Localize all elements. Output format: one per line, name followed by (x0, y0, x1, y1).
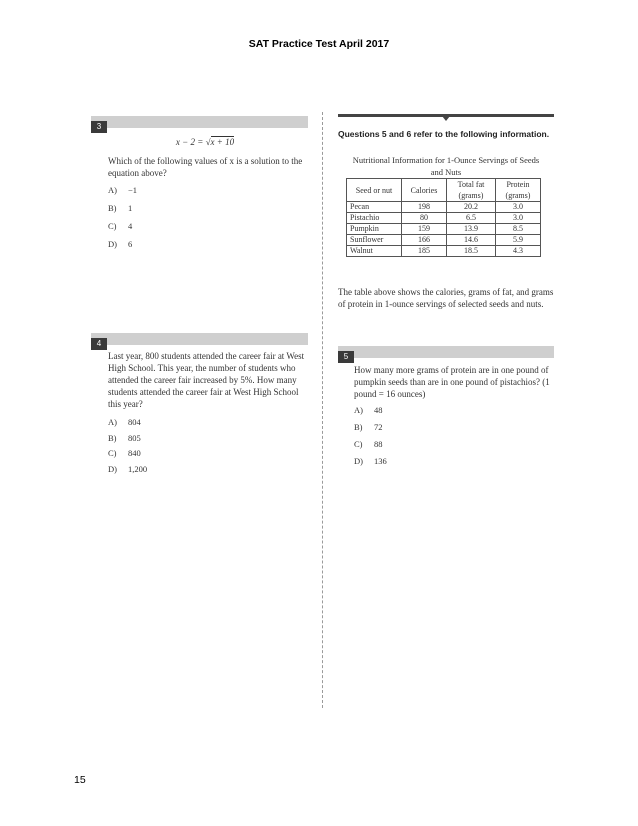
choice-letter: C) (354, 439, 363, 449)
choice-item[interactable] (108, 432, 147, 444)
table-row (347, 246, 541, 257)
choice-item[interactable] (108, 447, 147, 459)
choice-item[interactable] (108, 416, 147, 428)
table-cell: 5.9 (496, 235, 541, 246)
question-4-number: 4 (91, 338, 107, 350)
choice-letter: B) (108, 203, 117, 213)
table-cell: 198 (402, 202, 447, 213)
table-header: Seed or nut (347, 179, 402, 202)
question-4-choices (108, 416, 147, 475)
triangle-marker-icon (442, 116, 450, 121)
choice-letter: D) (108, 239, 117, 249)
table-cell: 80 (402, 213, 447, 224)
table-cell: 4.3 (496, 246, 541, 257)
table-cell: 20.2 (447, 202, 496, 213)
table-cell: 14.6 (447, 235, 496, 246)
equation-radicand: x + 10 (210, 137, 235, 147)
question-5-choices (354, 404, 387, 467)
question-3-bar (91, 116, 308, 131)
question-3-choices (108, 184, 137, 250)
nutrition-table (346, 178, 541, 257)
choice-item[interactable] (108, 184, 137, 196)
choice-letter: B) (108, 432, 117, 443)
choice-text: 72 (374, 422, 383, 432)
table-caption: The table above shows the calories, grams of fat, and grams of protein in 1-ounce servings of selected seeds and nuts. (338, 287, 554, 309)
table-cell: 185 (402, 246, 447, 257)
choice-text: 1 (128, 203, 133, 213)
question-3-number: 3 (91, 121, 107, 133)
table-cell: Pumpkin (347, 224, 402, 235)
question-5-number: 5 (338, 351, 354, 363)
table-cell: 166 (402, 235, 447, 246)
column-divider (322, 112, 323, 708)
table-row (347, 213, 541, 224)
choice-item[interactable] (354, 438, 387, 450)
choice-item[interactable] (354, 455, 387, 467)
sqrt-symbol: √ (205, 137, 211, 147)
question-5-prompt: How many more grams of protein are in one pound of pumpkin seeds than are in one pound of pistachios? (1 pound = 16 ounces) (354, 365, 550, 399)
choice-item[interactable] (108, 238, 137, 250)
choice-letter: A) (108, 185, 117, 195)
choice-text: 136 (374, 456, 387, 466)
table-title: Nutritional Information for 1-Ounce Servings of Seeds and Nuts (352, 155, 540, 177)
choice-text: −1 (128, 185, 138, 195)
questions-intro: Questions 5 and 6 refer to the following information. (338, 129, 550, 139)
table-cell: 18.5 (447, 246, 496, 257)
choice-letter: A) (108, 417, 117, 427)
table-cell: 8.5 (496, 224, 541, 235)
question-3-equation (150, 137, 260, 147)
question-5-bar (338, 346, 554, 361)
choice-item[interactable] (108, 220, 137, 232)
table-row (347, 235, 541, 246)
choice-text: 4 (128, 221, 133, 231)
choice-text: 804 (128, 417, 141, 427)
question-4-prompt: Last year, 800 students attended the career fair at West High School. This year, the number of students who attended the career fair increased by 5%. How many students attended the career fair at West High School this year? (108, 351, 305, 409)
table-cell: Sunflower (347, 235, 402, 246)
table-cell: 3.0 (496, 213, 541, 224)
choice-letter: A) (354, 405, 363, 415)
question-4-bar (91, 333, 308, 348)
table-cell: 6.5 (447, 213, 496, 224)
table-header: Calories (402, 179, 447, 202)
table-cell: 3.0 (496, 202, 541, 213)
choice-item[interactable] (354, 404, 387, 416)
table-cell: 13.9 (447, 224, 496, 235)
choice-item[interactable] (108, 202, 137, 214)
choice-text: 805 (128, 432, 141, 443)
choice-text: 840 (128, 448, 141, 458)
page-number: 15 (74, 774, 86, 786)
table-header-row (347, 179, 541, 202)
choice-letter: C) (108, 221, 117, 231)
table-header: Total fat (grams) (447, 179, 496, 202)
table-row (347, 224, 541, 235)
choice-letter: C) (108, 448, 117, 458)
choice-item[interactable] (108, 463, 147, 475)
nutrition-table-wrap (346, 178, 541, 257)
choice-letter: D) (108, 463, 117, 474)
table-row (347, 202, 541, 213)
choice-item[interactable] (354, 421, 387, 433)
choice-letter: B) (354, 422, 363, 432)
choice-text: 88 (374, 439, 383, 449)
choice-letter: D) (354, 456, 363, 466)
table-cell: Pistachio (347, 213, 402, 224)
question-3-prompt: Which of the following values of x is a solution to the equation above? (108, 156, 303, 178)
choice-text: 1,200 (128, 463, 148, 474)
equation-lhs: x − 2 = (175, 137, 206, 147)
choice-text: 48 (374, 405, 383, 415)
page-header-title: SAT Practice Test April 2017 (248, 38, 390, 50)
table-cell: Walnut (347, 246, 402, 257)
table-cell: 159 (402, 224, 447, 235)
choice-text: 6 (128, 239, 133, 249)
table-cell: Pecan (347, 202, 402, 213)
table-header: Protein (grams) (496, 179, 541, 202)
